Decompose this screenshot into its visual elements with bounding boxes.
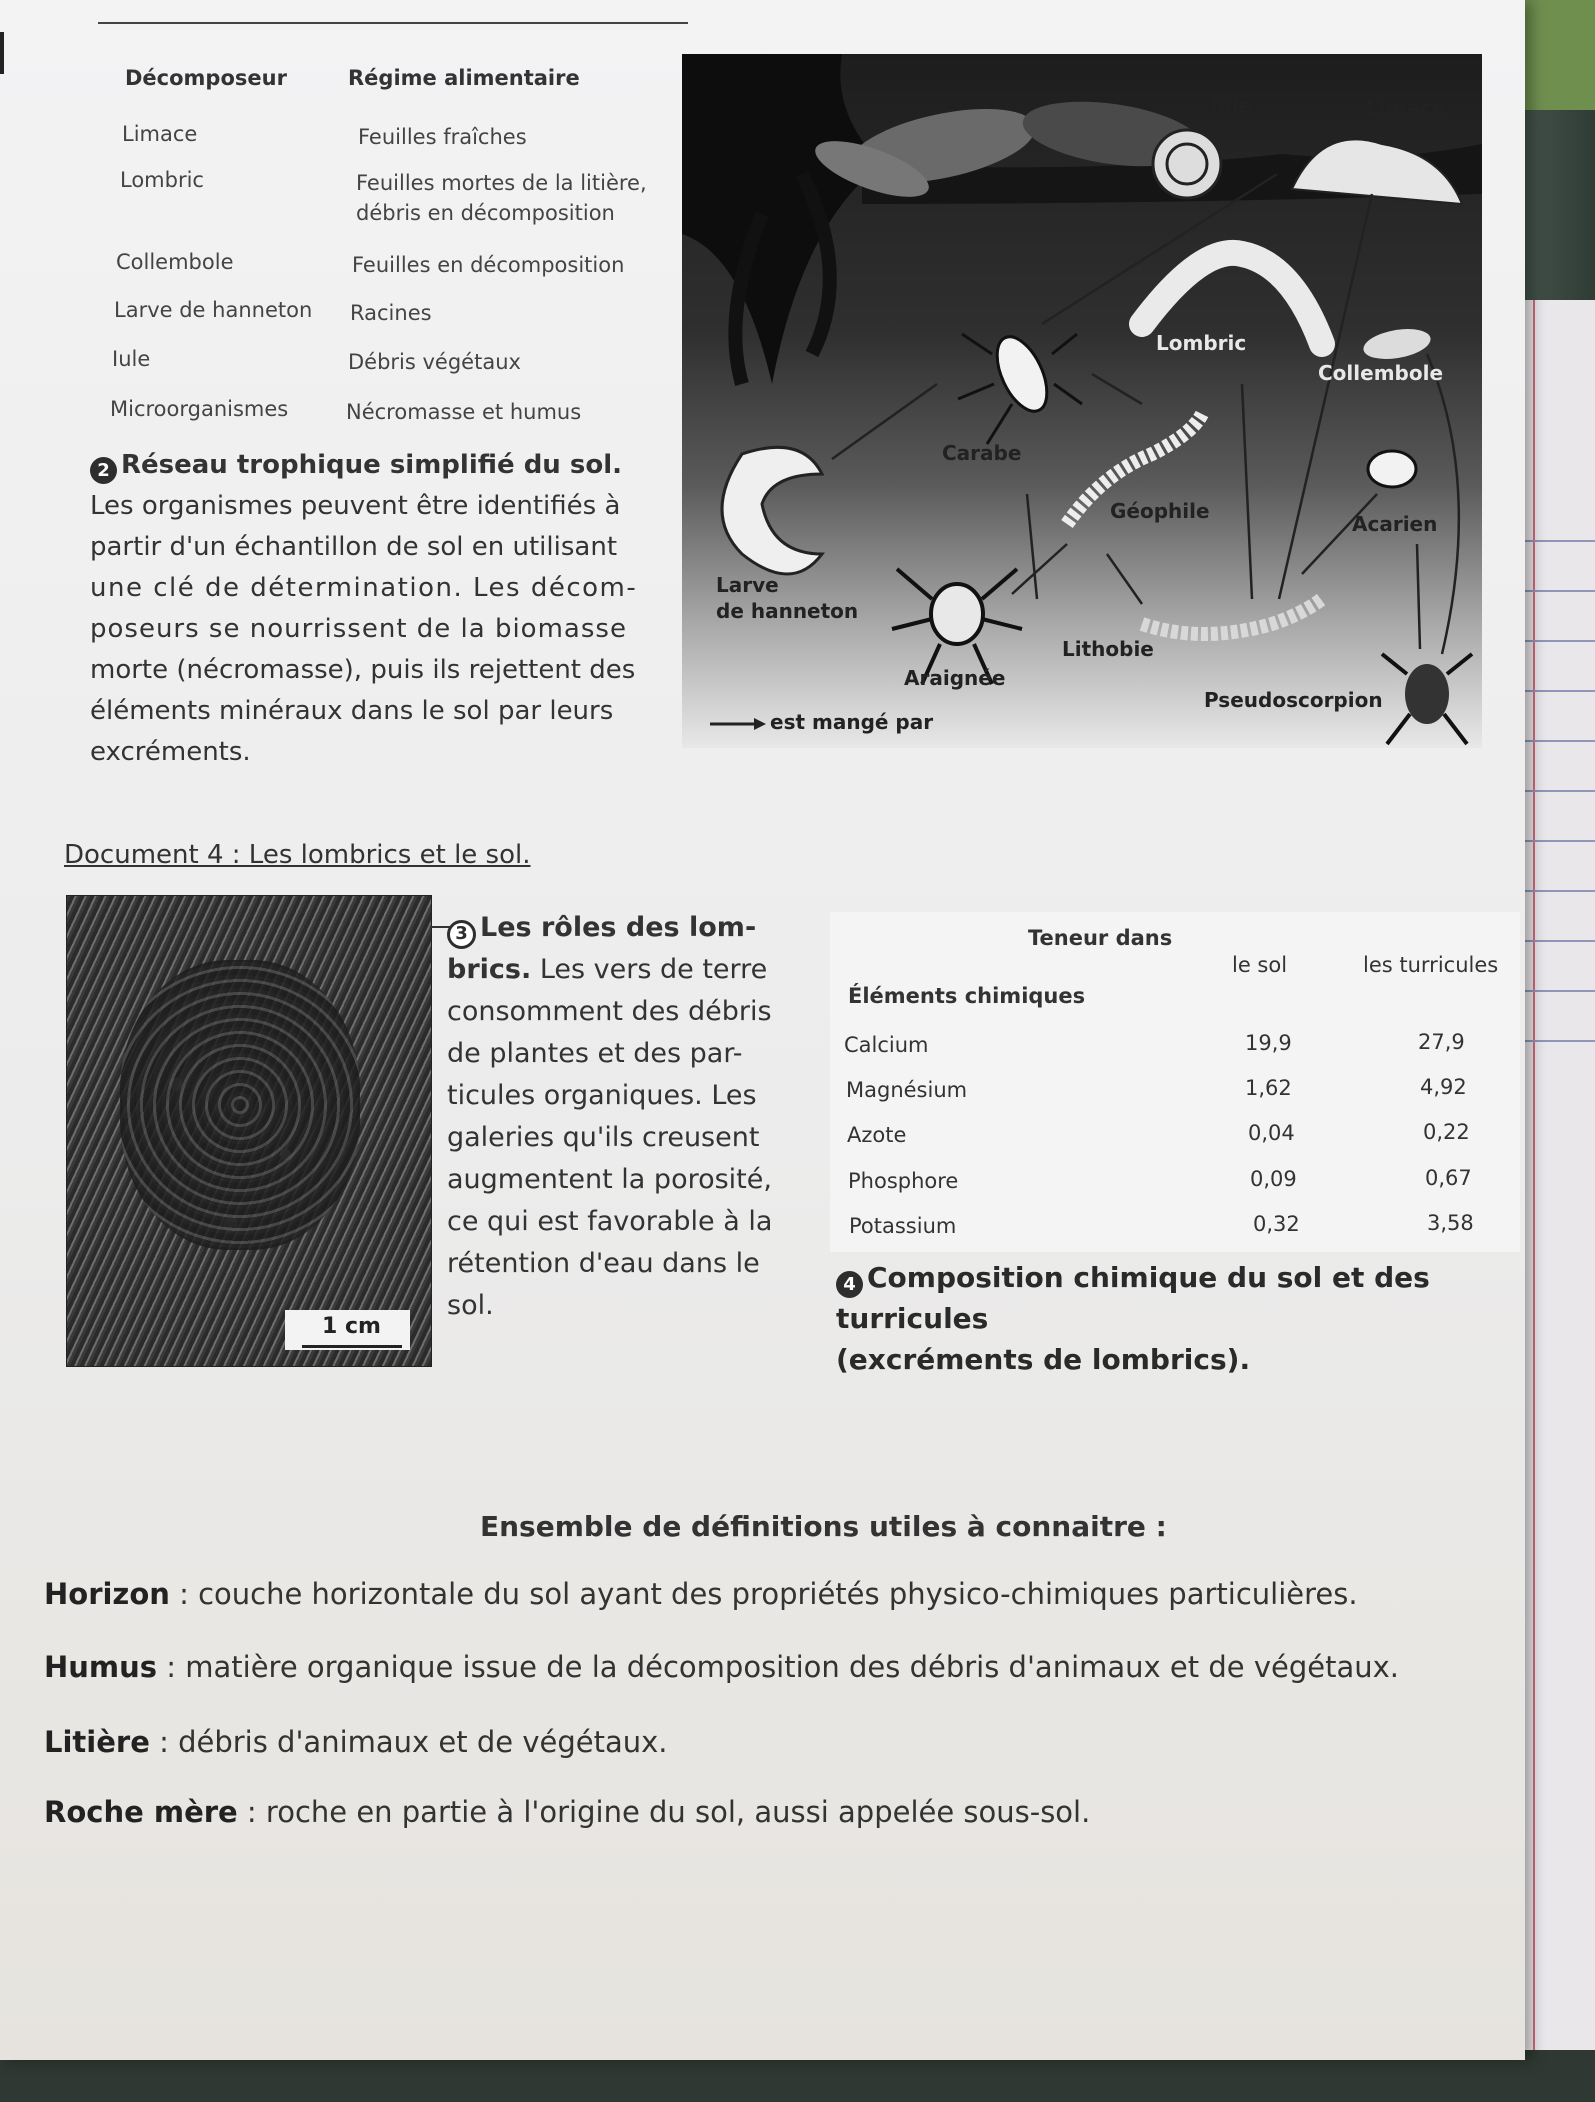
green-object xyxy=(1520,0,1595,110)
label-lombric: Lombric xyxy=(1156,331,1247,355)
figure-number-badge: 3 xyxy=(447,920,476,949)
decomposer-header: Décomposeur xyxy=(125,66,287,90)
page-edge-mark xyxy=(0,32,4,74)
label-pseudoscorpion: Pseudoscorpion xyxy=(1204,688,1383,712)
teneur-header: Teneur dans xyxy=(1028,926,1173,950)
roles-line: galeries qu'ils creusent xyxy=(447,1122,760,1153)
diet-cell: Nécromasse et humus xyxy=(346,400,582,424)
roles-line: ce qui est favorable à la xyxy=(447,1206,773,1237)
tree-root-shape xyxy=(682,54,882,384)
element-name: Magnésium xyxy=(846,1078,968,1102)
notebook-rule xyxy=(1515,840,1595,842)
roles-line: rétention d'eau dans le xyxy=(447,1248,760,1279)
acarien-drawing xyxy=(1368,451,1416,487)
organism-cell: Iule xyxy=(112,347,151,371)
definition-item xyxy=(44,1650,1399,1684)
label-iule: Iule xyxy=(1210,94,1253,118)
caption-line: poseurs se nourrissent de la biomasse xyxy=(90,614,627,644)
label-carabe: Carabe xyxy=(942,441,1022,465)
definition-text: : débris d'animaux et de végétaux. xyxy=(149,1725,668,1759)
label-lithobie: Lithobie xyxy=(1062,637,1154,661)
diet-header: Régime alimentaire xyxy=(348,66,580,90)
legend-label: est mangé par xyxy=(770,710,934,734)
organism-cell: Lombric xyxy=(120,168,204,192)
definition-text: : roche en partie à l'origine du sol, aussi appelée sous-sol. xyxy=(237,1795,1091,1829)
column-header-sol: le sol xyxy=(1232,953,1288,977)
lithobie-drawing xyxy=(1142,599,1322,634)
value-turricules: 4,92 xyxy=(1420,1075,1467,1099)
figure-number-badge: 4 xyxy=(836,1271,863,1298)
roles-line: sol. xyxy=(447,1290,494,1321)
roles-title-line xyxy=(447,907,797,949)
diet-cell: Débris végétaux xyxy=(348,350,521,374)
diet-cell: Feuilles fraîches xyxy=(358,125,527,149)
notebook-rule xyxy=(1515,990,1595,992)
caption-line: Les organismes peuvent être identifiés à xyxy=(90,491,621,521)
value-sol: 1,62 xyxy=(1245,1076,1292,1100)
value-turricules: 0,67 xyxy=(1425,1166,1472,1190)
value-sol: 0,04 xyxy=(1248,1121,1295,1145)
roles-line: de plantes et des par- xyxy=(447,1038,743,1069)
label-acarien: Acarien xyxy=(1352,512,1438,536)
definition-term: Roche mère xyxy=(44,1795,238,1829)
value-sol: 0,09 xyxy=(1250,1167,1297,1191)
definition-item xyxy=(44,1725,667,1759)
element-name: Phosphore xyxy=(848,1169,959,1193)
roles-title: Les rôles des lom- xyxy=(480,912,757,943)
caption-line: une clé de détermination. Les décom- xyxy=(90,573,638,603)
roles-title-end: brics. xyxy=(447,954,532,985)
definition-term: Horizon xyxy=(44,1577,170,1611)
trophic-arrows xyxy=(832,174,1459,654)
notebook-rule xyxy=(1515,890,1595,892)
notebook-rule xyxy=(1515,640,1595,642)
araignee-drawing xyxy=(931,584,983,644)
label-araignee: Araignée xyxy=(904,666,1006,690)
chemical-table-caption xyxy=(836,1257,1556,1380)
value-turricules: 3,58 xyxy=(1427,1211,1474,1235)
notebook-rule xyxy=(1515,540,1595,542)
label-collembole: Collembole xyxy=(1318,361,1444,385)
chem-caption-title: Composition chimique du sol et des turricules xyxy=(836,1261,1430,1335)
value-turricules: 27,9 xyxy=(1418,1030,1465,1054)
definition-text: : matière organique issue de la décomposition des débris d'animaux et de végétaux. xyxy=(157,1650,1399,1684)
row-header-elements: Éléments chimiques xyxy=(848,984,1086,1008)
organism-cell: Microorganismes xyxy=(110,397,289,421)
notebook-rule xyxy=(1515,590,1595,592)
diet-cell: Feuilles en décomposition xyxy=(352,253,625,277)
figure-number-badge: 2 xyxy=(90,457,117,484)
caption-line: excréments. xyxy=(90,737,251,767)
food-web-title: Réseau trophique simplifié du sol. xyxy=(121,450,622,480)
definition-term: Litière xyxy=(44,1725,150,1759)
document-4-title: Document 4 : Les lombrics et le sol. xyxy=(64,840,531,870)
value-sol: 19,9 xyxy=(1245,1031,1292,1055)
food-web-caption-title xyxy=(90,445,660,486)
caption-line: éléments minéraux dans le sol par leurs xyxy=(90,696,614,726)
roles-line: augmentent la porosité, xyxy=(447,1164,772,1195)
definitions-title: Ensemble de définitions utiles à connaitre : xyxy=(480,1510,1167,1543)
notebook-rule xyxy=(1515,790,1595,792)
iule-drawing xyxy=(1153,130,1221,198)
organism-cell: Collembole xyxy=(116,250,234,274)
value-sol: 0,32 xyxy=(1253,1212,1300,1236)
roles-line: ticules organiques. Les xyxy=(447,1080,757,1111)
value-turricules: 0,22 xyxy=(1423,1120,1470,1144)
definition-text: : couche horizontale du sol ayant des propriétés physico-chimiques particulières. xyxy=(169,1577,1358,1611)
caption-line: morte (nécromasse), puis ils rejettent des xyxy=(90,655,636,685)
label-limace: Limace xyxy=(1366,96,1446,120)
notebook-pages xyxy=(1515,300,1595,2050)
chem-caption-line xyxy=(836,1257,1556,1339)
food-web-caption xyxy=(90,445,660,773)
element-name: Potassium xyxy=(849,1214,957,1238)
collembole-drawing xyxy=(1361,324,1433,363)
element-name: Calcium xyxy=(844,1033,929,1057)
food-web-figure xyxy=(682,54,1482,748)
notebook-rule xyxy=(1515,740,1595,742)
label-geophile: Géophile xyxy=(1110,499,1210,523)
roles-line xyxy=(447,949,797,991)
roles-text-start: Les vers de terre xyxy=(531,954,768,985)
turricule-shape xyxy=(120,960,360,1250)
pseudoscorpion-drawing xyxy=(1405,664,1449,724)
chem-caption-line: (excréments de lombrics). xyxy=(836,1343,1251,1376)
column-header-turricules: les turricules xyxy=(1363,953,1499,977)
notebook-rule xyxy=(1515,1040,1595,1042)
larve-drawing xyxy=(722,447,822,574)
definition-term: Humus xyxy=(44,1650,158,1684)
label-larve-line1: Larve xyxy=(716,573,779,597)
caption-line: partir d'un échantillon de sol en utilisant xyxy=(90,532,618,562)
notebook-rule xyxy=(1515,940,1595,942)
definition-item xyxy=(44,1795,1090,1829)
notebook-rule xyxy=(1515,690,1595,692)
organism-cell: Larve de hanneton xyxy=(114,298,313,322)
organism-cell: Limace xyxy=(122,122,198,146)
diet-cell: Feuilles mortes de la litière, débris en décomposition xyxy=(356,171,647,225)
scale-bar-label: 1 cm xyxy=(322,1314,381,1339)
diet-cell: Racines xyxy=(350,301,432,325)
definition-item xyxy=(44,1577,1358,1611)
lombric-roles-text xyxy=(447,907,797,1327)
element-name: Azote xyxy=(847,1123,907,1147)
scale-bar xyxy=(302,1345,402,1348)
label-larve-line2: de hanneton xyxy=(716,599,859,623)
notebook-margin xyxy=(1533,300,1535,2050)
top-rule xyxy=(98,22,688,24)
roles-line: consomment des débris xyxy=(447,996,772,1027)
carabe-drawing xyxy=(987,329,1057,418)
